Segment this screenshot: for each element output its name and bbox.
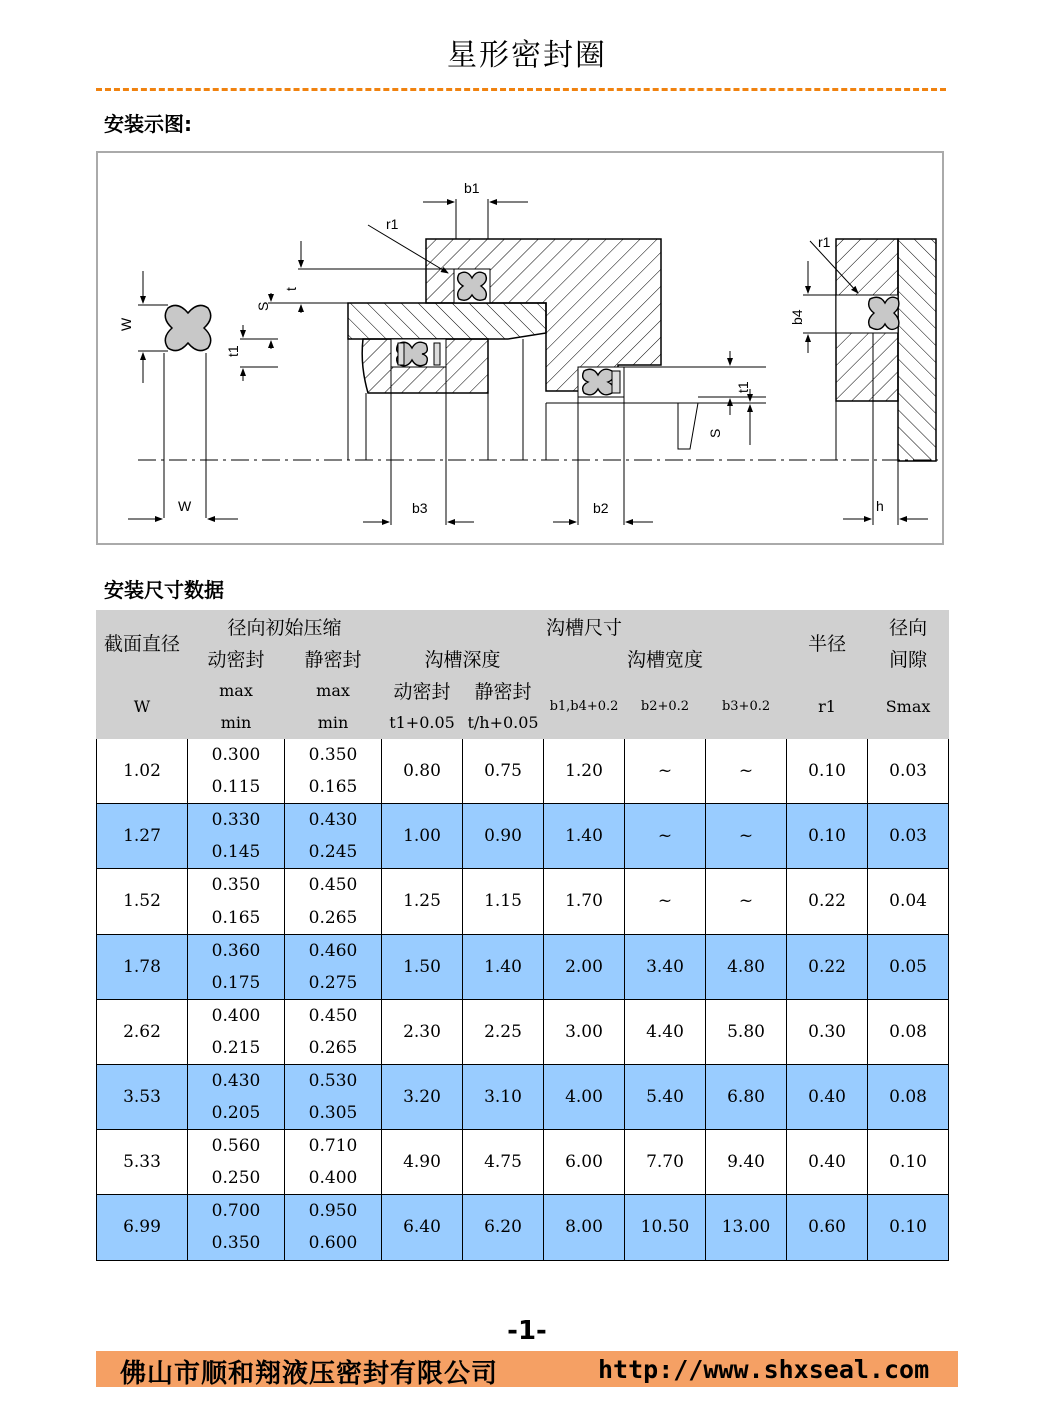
- cell-th: 4.75: [463, 1130, 544, 1195]
- cell-r1: 0.40: [787, 1130, 868, 1195]
- cell-b2: 4.40: [625, 999, 706, 1064]
- cell-dyn-min: 0.205: [188, 1097, 285, 1130]
- axial-seal-assembly: [803, 239, 936, 525]
- cell-sta-min: 0.265: [285, 901, 382, 934]
- cell-dyn-max: 0.360: [188, 934, 285, 967]
- cell-r1: 0.22: [787, 869, 868, 934]
- cell-smax: 0.05: [868, 934, 949, 999]
- cell-b2: ~: [625, 804, 706, 869]
- footer-bar: [96, 1351, 958, 1387]
- label-s-left: S: [255, 301, 271, 311]
- cell-dyn-max: 0.400: [188, 999, 285, 1032]
- header-depth-dynamic: 动密封: [382, 675, 463, 707]
- cell-b1: 2.00: [544, 934, 625, 999]
- cell-dyn-min: 0.350: [188, 1227, 285, 1260]
- cell-dyn-max: 0.330: [188, 804, 285, 837]
- header-w-symbol: W: [97, 675, 188, 739]
- cell-smax: 0.10: [868, 1130, 949, 1195]
- cell-dyn-min: 0.175: [188, 967, 285, 1000]
- cell-b3: 9.40: [706, 1130, 787, 1195]
- cell-sta-min: 0.265: [285, 1032, 382, 1065]
- cell-dyn-max: 0.700: [188, 1195, 285, 1228]
- label-s-right: S: [707, 428, 723, 438]
- footer-url[interactable]: http://www.shxseal.com: [598, 1355, 930, 1384]
- cell-dyn-min: 0.165: [188, 901, 285, 934]
- label-b3: b3: [412, 500, 428, 516]
- cell-t1: 0.80: [382, 739, 463, 804]
- cell-th: 3.10: [463, 1064, 544, 1129]
- cell-smax: 0.08: [868, 999, 949, 1064]
- header-depth-static: 静密封: [463, 675, 544, 707]
- cell-th: 0.75: [463, 739, 544, 804]
- table-row: [97, 739, 949, 772]
- section-heading-data: 安装尺寸数据: [104, 578, 224, 602]
- table-row: [97, 804, 949, 837]
- header-th-tol: t/h+0.05: [463, 707, 544, 739]
- cell-b2: 5.40: [625, 1064, 706, 1129]
- cell-th: 1.40: [463, 934, 544, 999]
- header-dynamic-seal: 动密封: [188, 643, 285, 675]
- header-sta-min: min: [285, 707, 382, 739]
- header-b2: b2+0.2: [625, 675, 706, 739]
- table-row: [97, 1064, 949, 1097]
- cell-t1: 4.90: [382, 1130, 463, 1195]
- cell-dyn-min: 0.250: [188, 1162, 285, 1195]
- cell-sta-max: 0.450: [285, 869, 382, 902]
- header-t1-tol: t1+0.05: [382, 707, 463, 739]
- housing-assembly: [348, 239, 698, 460]
- section-heading-diagram: 安装示图:: [104, 112, 192, 136]
- cell-smax: 0.08: [868, 1064, 949, 1129]
- cell-sta-max: 0.430: [285, 804, 382, 837]
- header-groove-depth: 沟槽深度: [382, 643, 544, 675]
- header-static-seal: 静密封: [285, 643, 382, 675]
- table-row: [97, 869, 949, 902]
- cell-b3: ~: [706, 804, 787, 869]
- cell-b1: 1.40: [544, 804, 625, 869]
- cell-dyn-min: 0.145: [188, 836, 285, 869]
- cell-th: 6.20: [463, 1195, 544, 1260]
- cell-sta-min: 0.275: [285, 967, 382, 1000]
- table-row: [97, 934, 949, 967]
- table-row: [97, 1130, 949, 1163]
- cell-sta-min: 0.245: [285, 836, 382, 869]
- cell-sta-min: 0.600: [285, 1227, 382, 1260]
- label-t1-right: t1: [735, 381, 751, 393]
- cell-b2: 10.50: [625, 1195, 706, 1260]
- cell-w: 5.33: [97, 1130, 188, 1195]
- cell-smax: 0.03: [868, 804, 949, 869]
- cell-sta-max: 0.950: [285, 1195, 382, 1228]
- header-radial-compression: 径向初始压缩: [188, 611, 382, 643]
- cell-dyn-max: 0.430: [188, 1064, 285, 1097]
- cell-th: 1.15: [463, 869, 544, 934]
- installation-diagram: [96, 151, 944, 545]
- cell-sta-max: 0.350: [285, 739, 382, 772]
- cell-sta-min: 0.305: [285, 1097, 382, 1130]
- header-w-title: 截面直径: [97, 611, 188, 675]
- cell-b3: 5.80: [706, 999, 787, 1064]
- cell-smax: 0.03: [868, 739, 949, 804]
- cell-smax: 0.04: [868, 869, 949, 934]
- cell-b1: 4.00: [544, 1064, 625, 1129]
- cell-th: 0.90: [463, 804, 544, 869]
- cell-sta-max: 0.460: [285, 934, 382, 967]
- cell-dyn-min: 0.115: [188, 771, 285, 804]
- cell-sta-max: 0.450: [285, 999, 382, 1032]
- cell-w: 1.27: [97, 804, 188, 869]
- cell-b3: 13.00: [706, 1195, 787, 1260]
- header-groove-size: 沟槽尺寸: [382, 611, 787, 643]
- cell-w: 2.62: [97, 999, 188, 1064]
- cell-r1: 0.40: [787, 1064, 868, 1129]
- cell-b2: ~: [625, 869, 706, 934]
- cell-w: 3.53: [97, 1064, 188, 1129]
- cell-t1: 1.25: [382, 869, 463, 934]
- cell-r1: 0.10: [787, 804, 868, 869]
- header-r1: r1: [787, 675, 868, 739]
- header-groove-width: 沟槽宽度: [544, 643, 787, 675]
- cell-b2: 7.70: [625, 1130, 706, 1195]
- label-w-top: W: [118, 317, 134, 331]
- cell-w: 1.52: [97, 869, 188, 934]
- header-dyn-max: max: [188, 675, 285, 707]
- cell-r1: 0.10: [787, 739, 868, 804]
- cell-w: 1.78: [97, 934, 188, 999]
- label-h: h: [876, 498, 884, 514]
- header-smax: Smax: [868, 675, 949, 739]
- table-row: [97, 1195, 949, 1228]
- cell-b3: ~: [706, 869, 787, 934]
- cell-b1: 1.70: [544, 869, 625, 934]
- label-r1-main: r1: [386, 216, 399, 232]
- cell-b1: 3.00: [544, 999, 625, 1064]
- cell-w: 1.02: [97, 739, 188, 804]
- label-b1: b1: [464, 180, 480, 196]
- label-w-bottom: W: [178, 498, 192, 514]
- cell-b2: ~: [625, 739, 706, 804]
- cell-smax: 0.10: [868, 1195, 949, 1260]
- page-number: -1-: [507, 1316, 547, 1346]
- cell-dyn-min: 0.215: [188, 1032, 285, 1065]
- cell-b1: 8.00: [544, 1195, 625, 1260]
- header-radial-gap-1: 径向: [868, 611, 949, 643]
- cell-w: 6.99: [97, 1195, 188, 1260]
- standalone-seal: [128, 271, 238, 519]
- cell-th: 2.25: [463, 999, 544, 1064]
- cell-b1: 1.20: [544, 739, 625, 804]
- header-dyn-min: min: [188, 707, 285, 739]
- cell-t1: 1.00: [382, 804, 463, 869]
- installation-data-table: [96, 610, 949, 1261]
- cell-dyn-max: 0.350: [188, 869, 285, 902]
- cell-sta-min: 0.400: [285, 1162, 382, 1195]
- header-b1-b4: b1,b4+0.2: [544, 675, 625, 739]
- cell-b3: ~: [706, 739, 787, 804]
- table-row: [97, 999, 949, 1032]
- header-radial-gap-2: 间隙: [868, 643, 949, 675]
- cell-b1: 6.00: [544, 1130, 625, 1195]
- header-b3: b3+0.2: [706, 675, 787, 739]
- header-radius: 半径: [787, 611, 868, 675]
- cell-sta-max: 0.530: [285, 1064, 382, 1097]
- cell-t1: 3.20: [382, 1064, 463, 1129]
- cell-r1: 0.60: [787, 1195, 868, 1260]
- cell-sta-min: 0.165: [285, 771, 382, 804]
- cell-sta-max: 0.710: [285, 1130, 382, 1163]
- label-r1-right: r1: [818, 234, 831, 250]
- cell-t1: 2.30: [382, 999, 463, 1064]
- title-divider: [96, 88, 946, 91]
- label-b4: b4: [789, 309, 805, 325]
- cell-b2: 3.40: [625, 934, 706, 999]
- page-title: 星形密封圈: [447, 38, 607, 73]
- header-sta-max: max: [285, 675, 382, 707]
- cell-b3: 6.80: [706, 1064, 787, 1129]
- cell-dyn-max: 0.560: [188, 1130, 285, 1163]
- cell-t1: 6.40: [382, 1195, 463, 1260]
- cell-r1: 0.22: [787, 934, 868, 999]
- footer-company: 佛山市顺和翔液压密封有限公司: [120, 1359, 499, 1389]
- cell-r1: 0.30: [787, 999, 868, 1064]
- cell-dyn-max: 0.300: [188, 739, 285, 772]
- label-t-left: t: [283, 287, 299, 291]
- label-b2: b2: [593, 500, 609, 516]
- label-t1-left: t1: [225, 345, 241, 357]
- cell-b3: 4.80: [706, 934, 787, 999]
- cell-t1: 1.50: [382, 934, 463, 999]
